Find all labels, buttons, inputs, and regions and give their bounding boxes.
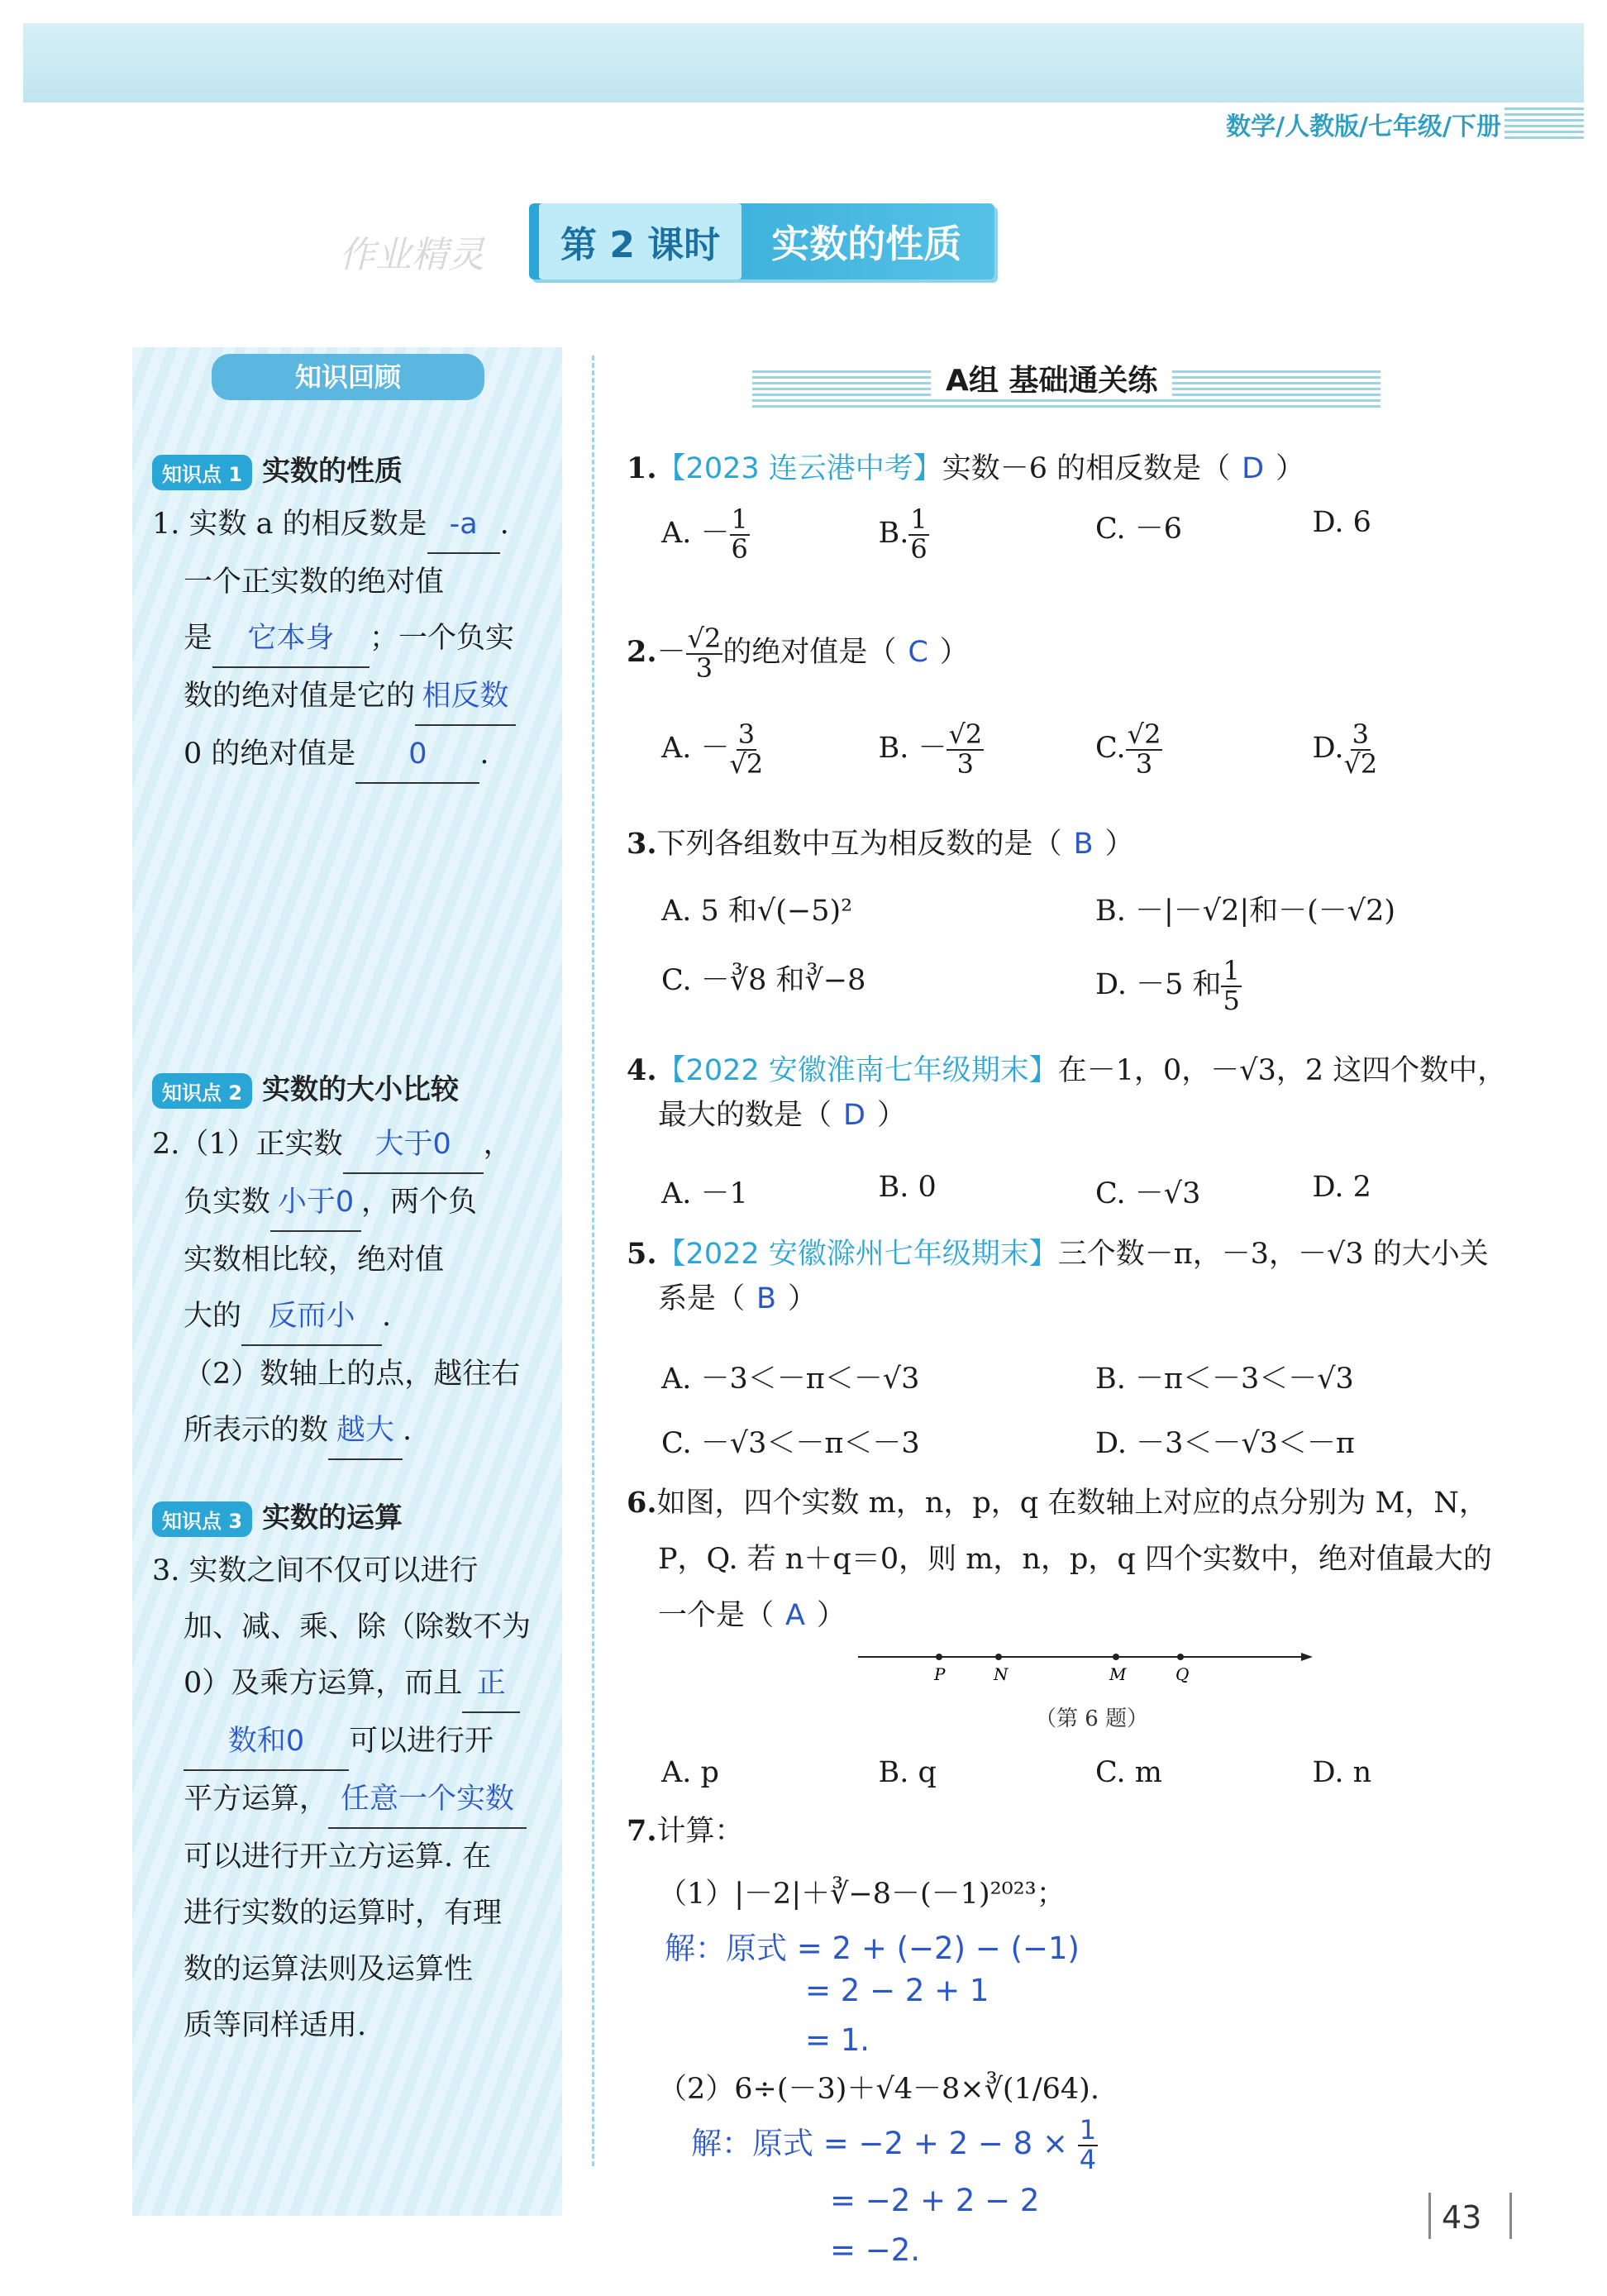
kp3-line3: 0）及乘方运算，而且 <box>184 1667 463 1700</box>
label-p: P <box>934 1664 946 1683</box>
lesson-number: 第 2 课时 <box>539 203 742 279</box>
q1-text: 实数－6 的相反数是（ <box>942 452 1231 485</box>
point-p <box>936 1654 942 1660</box>
q3-d-label: D. －5 和 <box>1095 968 1222 1002</box>
q2-option-b <box>878 718 1096 780</box>
q1-option-d: D. 6 <box>1312 506 1371 539</box>
kp2-answer-1: 大于0 <box>343 1116 484 1174</box>
kp1-line4: 数的绝对值是它的 <box>184 680 416 713</box>
q6-number: 6. <box>627 1486 657 1520</box>
kp2-body <box>152 1116 549 1460</box>
q3-options-row1 <box>661 888 1529 929</box>
q3-d-den: 5 <box>1223 984 1240 1016</box>
kp3-line2: 加、减、乘、除（除数不为 <box>184 1611 532 1644</box>
kp2-tag: 知识点 2 <box>152 1073 252 1109</box>
kp1-line2: 一个正实数的绝对值 <box>184 566 445 599</box>
kp1-answer-2: 它本身 <box>212 610 370 668</box>
question-4 <box>627 1048 1519 1138</box>
kp3-answer-1a: 正 <box>462 1655 520 1713</box>
q2-frac <box>686 625 723 682</box>
q1-options <box>661 506 1529 563</box>
q3-option-c: C. －∛8 和∛−8 <box>661 964 866 997</box>
kp3-line5: 平方运算， <box>184 1783 329 1816</box>
kp1-body <box>152 496 549 784</box>
q6-option-b: B. q <box>878 1756 937 1789</box>
q2-option-d <box>1312 718 1530 780</box>
q2-d-frac <box>1343 718 1378 780</box>
q7-solution-1-line3: = 1. <box>805 2022 870 2058</box>
q4-options <box>661 1171 1529 1212</box>
q5-text: 三个数－π，－3，－√3 的大小关 <box>1057 1238 1489 1271</box>
kp1-line3: 是 <box>184 622 213 655</box>
kp1-line1-end: . <box>499 508 509 541</box>
q2-den: 3 <box>695 652 713 684</box>
q6-options <box>661 1756 1529 1789</box>
point-n <box>995 1654 1002 1660</box>
q4-option-b: B. 0 <box>878 1171 937 1204</box>
q7-number: 7. <box>627 1814 657 1848</box>
kp3-title: 实数的运算 <box>262 1501 403 1535</box>
kp2-title: 实数的大小比较 <box>262 1073 460 1106</box>
q5-source: 【2022 安徽滁州七年级期末】 <box>656 1238 1058 1271</box>
q6-answer: A <box>785 1599 805 1632</box>
kp3-line9: 质等同样适用. <box>184 2009 367 2042</box>
kp3-answer-2: 任意一个实数 <box>328 1771 527 1829</box>
kp2-answer-3: 反而小 <box>241 1288 382 1346</box>
question-1 <box>627 446 1519 491</box>
q2-num: √2 <box>687 623 722 654</box>
q1-number: 1. <box>627 451 657 485</box>
kp1-answer-4: 0 <box>355 726 479 784</box>
subject-label: 数学/人教版/七年级/下册 <box>1226 112 1501 141</box>
knowledge-point-3-heading <box>152 1495 403 1537</box>
q3-answer: B <box>1073 828 1094 861</box>
q3-end: ） <box>1104 828 1134 861</box>
kp1-tag: 知识点 1 <box>152 455 252 490</box>
kp1-line5: 0 的绝对值是 <box>184 737 356 771</box>
q5-option-c: C. －√3＜－π＜－3 <box>661 1427 920 1460</box>
q2-c-label: C. <box>1095 732 1126 766</box>
q7-solution-2-line1 <box>691 2114 1098 2175</box>
q7-s2-text: 解：原式 = −2 + 2 − 8 × <box>691 2126 1068 2162</box>
question-7 <box>627 1809 1519 1854</box>
q2-d-den: √2 <box>1343 747 1378 780</box>
q1-b-num: 1 <box>910 504 927 535</box>
kp2-line5: （2）数轴上的点，越往右 <box>184 1358 521 1391</box>
page-number-bar-right <box>1509 2193 1512 2239</box>
q1-a-frac <box>730 506 750 563</box>
kp2-answer-4: 越大 <box>328 1402 403 1460</box>
label-m: M <box>1109 1664 1127 1683</box>
q4-text: 在－1，0，－√3，2 这四个数中， <box>1057 1054 1507 1087</box>
q3-text: 下列各组数中互为相反数的是（ <box>656 828 1062 861</box>
q2-a-num: 3 <box>737 718 756 750</box>
q2-option-c <box>1095 718 1313 780</box>
watermark: 作业精灵 <box>339 234 484 276</box>
top-band <box>23 23 1584 103</box>
q4-option-a: A. －1 <box>661 1177 748 1210</box>
q2-d-label: D. <box>1312 732 1344 766</box>
q5-answer: B <box>756 1282 777 1315</box>
q7-solution-2-line3: = −2. <box>830 2232 921 2268</box>
q5-option-a: A. －3＜－π＜－√3 <box>661 1363 920 1396</box>
page-number: 43 <box>1442 2199 1482 2236</box>
q7-solution-1-line2: = 2 − 2 + 1 <box>805 1973 989 2008</box>
q2-c-num: √2 <box>1127 718 1161 750</box>
q7-solution-2-line2: = −2 + 2 − 2 <box>830 2183 1040 2218</box>
kp2-line2: 负实数 <box>184 1186 271 1219</box>
q2-options <box>661 718 1529 780</box>
q6-end: ） <box>816 1599 846 1632</box>
question-3 <box>627 822 1519 866</box>
q4-option-d: D. 2 <box>1312 1171 1371 1204</box>
kp3-line8: 数的运算法则及运算性 <box>184 1953 474 1986</box>
q7-s2-num: 1 <box>1079 2114 1097 2146</box>
q1-answer: D <box>1242 452 1265 485</box>
q5-options-row2 <box>661 1420 1529 1462</box>
figure-caption: （第 6 题） <box>1035 1706 1149 1731</box>
q6-line3: 一个是（ <box>658 1599 775 1632</box>
q1-b-frac <box>908 506 928 563</box>
q2-number: 2. <box>627 635 657 670</box>
q1-b-label: B. <box>878 517 909 551</box>
number-line <box>856 1650 1313 1683</box>
q2-option-a <box>661 718 879 780</box>
kp2-line4: 大的 <box>184 1300 242 1333</box>
q2-b-label: B. － <box>878 732 947 766</box>
kp2-line4-end: . <box>382 1300 392 1333</box>
kp1-title: 实数的性质 <box>262 455 403 488</box>
q4-option-c: C. －√3 <box>1095 1177 1201 1210</box>
q1-source: 【2023 连云港中考】 <box>656 452 942 485</box>
q5-option-b: B. －π＜－3＜－√3 <box>1095 1363 1354 1396</box>
q6-line1: 如图，四个实数 m，n，p，q 在数轴上对应的点分别为 M，N， <box>656 1487 1488 1520</box>
kp3-line1: 3. 实数之间不仅可以进行 <box>152 1554 479 1587</box>
q1-end: ） <box>1276 452 1305 485</box>
q5-options-row1 <box>661 1356 1529 1397</box>
point-q <box>1177 1654 1184 1660</box>
label-n: N <box>994 1664 1009 1683</box>
q5-line2: 系是（ <box>658 1282 746 1315</box>
q4-line2: 最大的数是（ <box>658 1099 832 1132</box>
q3-option-d <box>1095 957 1529 1014</box>
kp3-answer-1b: 数和0 <box>184 1713 349 1771</box>
question-5 <box>627 1232 1519 1321</box>
knowledge-point-1-heading <box>152 448 403 490</box>
knowledge-point-2-heading <box>152 1067 459 1109</box>
q6-option-c: C. m <box>1095 1756 1162 1789</box>
kp2-answer-2: 小于0 <box>270 1174 361 1232</box>
q1-a-label: A. － <box>661 517 730 551</box>
q3-d-num: 1 <box>1223 955 1240 986</box>
kp3-tag: 知识点 3 <box>152 1501 252 1537</box>
q4-number: 4. <box>627 1053 657 1087</box>
q2-a-frac <box>729 718 764 780</box>
q2-a-den: √2 <box>729 747 764 780</box>
q7-text: 计算： <box>656 1815 744 1848</box>
q2-b-den: 3 <box>956 747 975 780</box>
q6-option-d: D. n <box>1312 1756 1372 1789</box>
q5-number: 5. <box>627 1237 657 1271</box>
question-2 <box>627 625 1519 682</box>
review-badge: 知识回顾 <box>212 354 484 400</box>
kp1-answer-3: 相反数 <box>415 668 516 726</box>
kp3-line7: 进行实数的运算时，有理 <box>184 1897 503 1930</box>
q7-s2-den: 4 <box>1079 2143 1097 2175</box>
header-stripes <box>1504 107 1584 141</box>
kp1-line1: 1. 实数 a 的相反数是 <box>152 508 427 541</box>
q7-part-1: （1）|－2|＋∛−8－(－1)²⁰²³； <box>658 1878 1066 1911</box>
q5-end: ） <box>788 1282 818 1315</box>
kp3-body <box>152 1543 549 2054</box>
q3-number: 3. <box>627 827 657 861</box>
q2-end: ） <box>939 636 969 670</box>
q2-answer: C <box>908 636 928 670</box>
q1-b-den: 6 <box>910 532 927 565</box>
column-divider <box>592 356 594 2166</box>
q5-option-d: D. －3＜－√3＜－π <box>1095 1427 1355 1460</box>
q7-part-2: （2）6÷(－3)＋√4－8×∛(1/64). <box>658 2073 1099 2106</box>
q3-d-frac <box>1221 957 1241 1014</box>
q4-end: ） <box>876 1099 906 1132</box>
q1-a-num: 1 <box>731 504 748 535</box>
q6-option-a: A. p <box>661 1756 719 1789</box>
q2-text: 的绝对值是（ <box>722 636 897 670</box>
q4-answer: D <box>843 1099 865 1132</box>
kp1-line5-end: . <box>479 737 489 771</box>
kp3-line4-end: 可以进行开 <box>349 1725 494 1758</box>
q2-a-label: A. － <box>661 732 730 766</box>
q1-option-b <box>879 506 1096 563</box>
q2-b-num: √2 <box>948 718 983 750</box>
question-6 <box>627 1475 1519 1644</box>
lesson-banner <box>529 203 994 279</box>
q7-s2-frac <box>1078 2114 1098 2175</box>
q7-solution-1-line1: 解：原式 = 2 + (−2) − (−1) <box>665 1931 1080 1966</box>
kp1-line3-end: ；一个负实 <box>370 622 515 655</box>
group-a-label: A组 基础通关练 <box>931 357 1172 399</box>
q3-options-row2 <box>661 957 1529 1014</box>
q2-c-frac <box>1126 718 1163 780</box>
kp2-line2-end: ，两个负 <box>361 1186 478 1219</box>
page-number-bar-left <box>1428 2193 1431 2239</box>
kp3-line6: 可以进行开立方运算. 在 <box>184 1840 492 1874</box>
q1-a-den: 6 <box>731 532 748 565</box>
q3-option-b: B. －|－√2|和－(－√2) <box>1095 895 1396 928</box>
kp2-line3: 实数相比较，绝对值 <box>184 1243 445 1277</box>
label-q: Q <box>1175 1664 1190 1683</box>
q2-b-frac <box>947 718 984 780</box>
q2-d-num: 3 <box>1352 718 1369 750</box>
number-line-arrow <box>1301 1653 1313 1661</box>
point-m <box>1113 1654 1119 1660</box>
q1-option-a <box>661 506 879 563</box>
kp2-line1: 2.（1）正实数 <box>152 1128 343 1161</box>
kp2-line6: 所表示的数 <box>184 1414 329 1447</box>
q2-pre: － <box>656 636 686 670</box>
q1-option-c: C. －6 <box>1095 513 1183 546</box>
q3-option-a: A. 5 和√(−5)² <box>661 895 853 928</box>
kp2-line6-end: . <box>403 1414 412 1447</box>
lesson-title: 实数的性质 <box>771 222 962 266</box>
q6-line2: P，Q. 若 n＋q＝0，则 m，n，p，q 四个实数中，绝对值最大的 <box>658 1543 1492 1576</box>
kp2-line1-end: ， <box>483 1128 513 1161</box>
kp1-answer-1: -a <box>427 496 500 554</box>
q2-c-den: 3 <box>1135 747 1153 780</box>
q4-source: 【2022 安徽淮南七年级期末】 <box>656 1054 1058 1087</box>
